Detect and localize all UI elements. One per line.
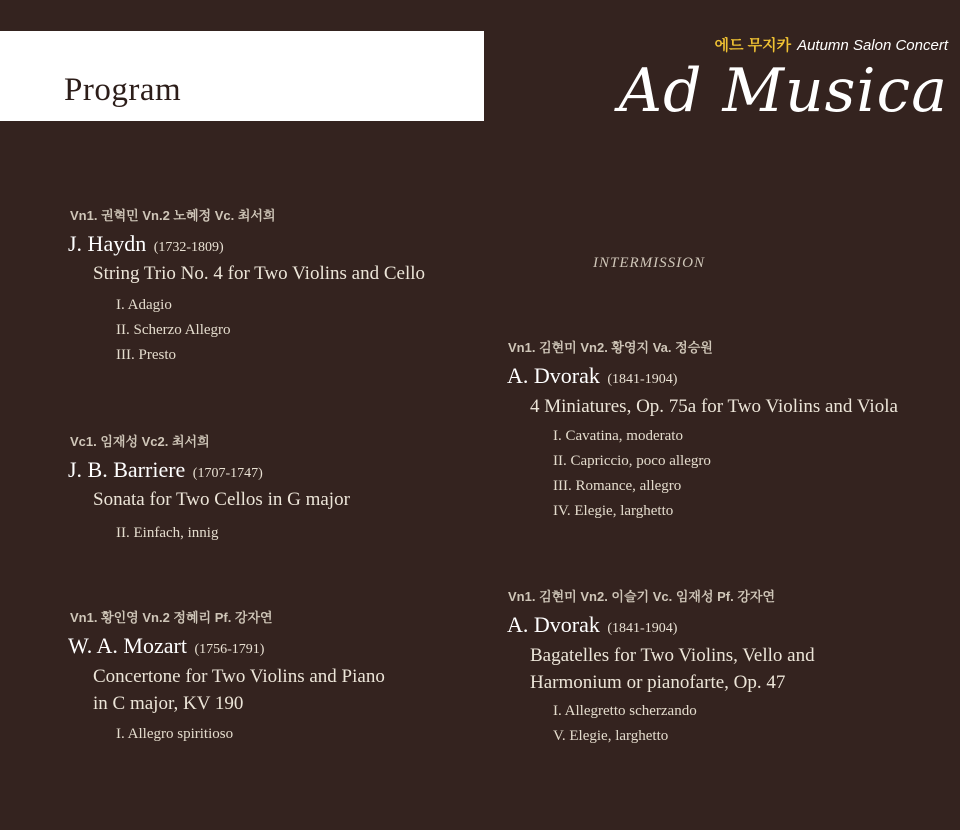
program-title: Program: [64, 72, 182, 108]
composer-barriere: [68, 457, 263, 483]
composer-years: (1841-1904): [607, 372, 678, 387]
movement-item: II. Einfach, innig: [116, 525, 219, 541]
movements-barriere: [116, 521, 218, 546]
composer-dvorak-2: [507, 612, 677, 638]
movement-item: I. Adagio: [116, 297, 172, 313]
brand-title: Ad Musica: [618, 56, 948, 126]
work-title-dvorak-miniatures: 4 Miniatures, Op. 75a for Two Violins and Viola: [530, 396, 898, 417]
work-title-line: Concertone for Two Violins and Piano: [93, 666, 385, 687]
composer-years: (1707-1747): [192, 466, 263, 481]
subtitle-english: Autumn Salon Concert: [797, 37, 948, 54]
performers-barriere: Vc1. 임재성 Vc2. 최서희: [70, 434, 210, 449]
work-title-mozart: [93, 663, 385, 717]
movement-item: I. Cavatina, moderato: [553, 428, 683, 444]
composer-haydn: [68, 231, 224, 257]
composer-name: W. A. Mozart: [68, 633, 187, 658]
performers-haydn: Vn1. 권혁민 Vn.2 노혜정 Vc. 최서희: [70, 208, 276, 223]
movement-item: II. Scherzo Allegro: [116, 322, 231, 338]
movement-item: I. Allegro spiritioso: [116, 726, 234, 742]
composer-years: (1841-1904): [607, 621, 678, 636]
work-title-dvorak-bagatelles: [530, 642, 815, 696]
composer-dvorak-1: [507, 363, 677, 389]
work-title-line: Harmonium or pianofarte, Op. 47: [530, 672, 786, 693]
work-title-line: in C major, KV 190: [93, 693, 244, 714]
performers-dvorak-bagatelles: Vn1. 김현미 Vn2. 이슬기 Vc. 임재성 Pf. 강자연: [508, 589, 776, 604]
concert-subtitle: [714, 34, 948, 55]
performers-mozart: Vn1. 황인영 Vn.2 정혜리 Pf. 강자연: [70, 610, 273, 625]
movement-item: IV. Elegie, larghetto: [553, 503, 674, 519]
composer-years: (1732-1809): [153, 240, 224, 255]
work-title-barriere: Sonata for Two Cellos in G major: [93, 489, 350, 510]
movement-item: II. Capriccio, poco allegro: [553, 453, 711, 469]
composer-name: A. Dvorak: [507, 363, 600, 388]
movement-item: III. Presto: [116, 347, 176, 363]
movements-mozart: [116, 722, 233, 747]
performers-dvorak-miniatures: Vn1. 김현미 Vn2. 황영지 Va. 정승원: [508, 340, 713, 355]
movements-haydn: [116, 293, 231, 368]
composer-mozart: [68, 633, 264, 659]
movement-item: III. Romance, allegro: [553, 478, 682, 494]
subtitle-korean: 에드 무지카: [714, 37, 792, 54]
composer-name: J. B. Barriere: [68, 457, 186, 482]
work-title-line: Bagatelles for Two Violins, Vello and: [530, 645, 815, 666]
composer-name: A. Dvorak: [507, 612, 600, 637]
intermission-label: INTERMISSION: [593, 255, 705, 271]
movements-dvorak-miniatures: [553, 424, 711, 524]
composer-years: (1756-1791): [194, 642, 265, 657]
movements-dvorak-bagatelles: [553, 699, 697, 749]
composer-name: J. Haydn: [68, 231, 147, 256]
movement-item: V. Elegie, larghetto: [553, 728, 669, 744]
work-title-haydn: String Trio No. 4 for Two Violins and Cello: [93, 263, 425, 284]
movement-item: I. Allegretto scherzando: [553, 703, 697, 719]
